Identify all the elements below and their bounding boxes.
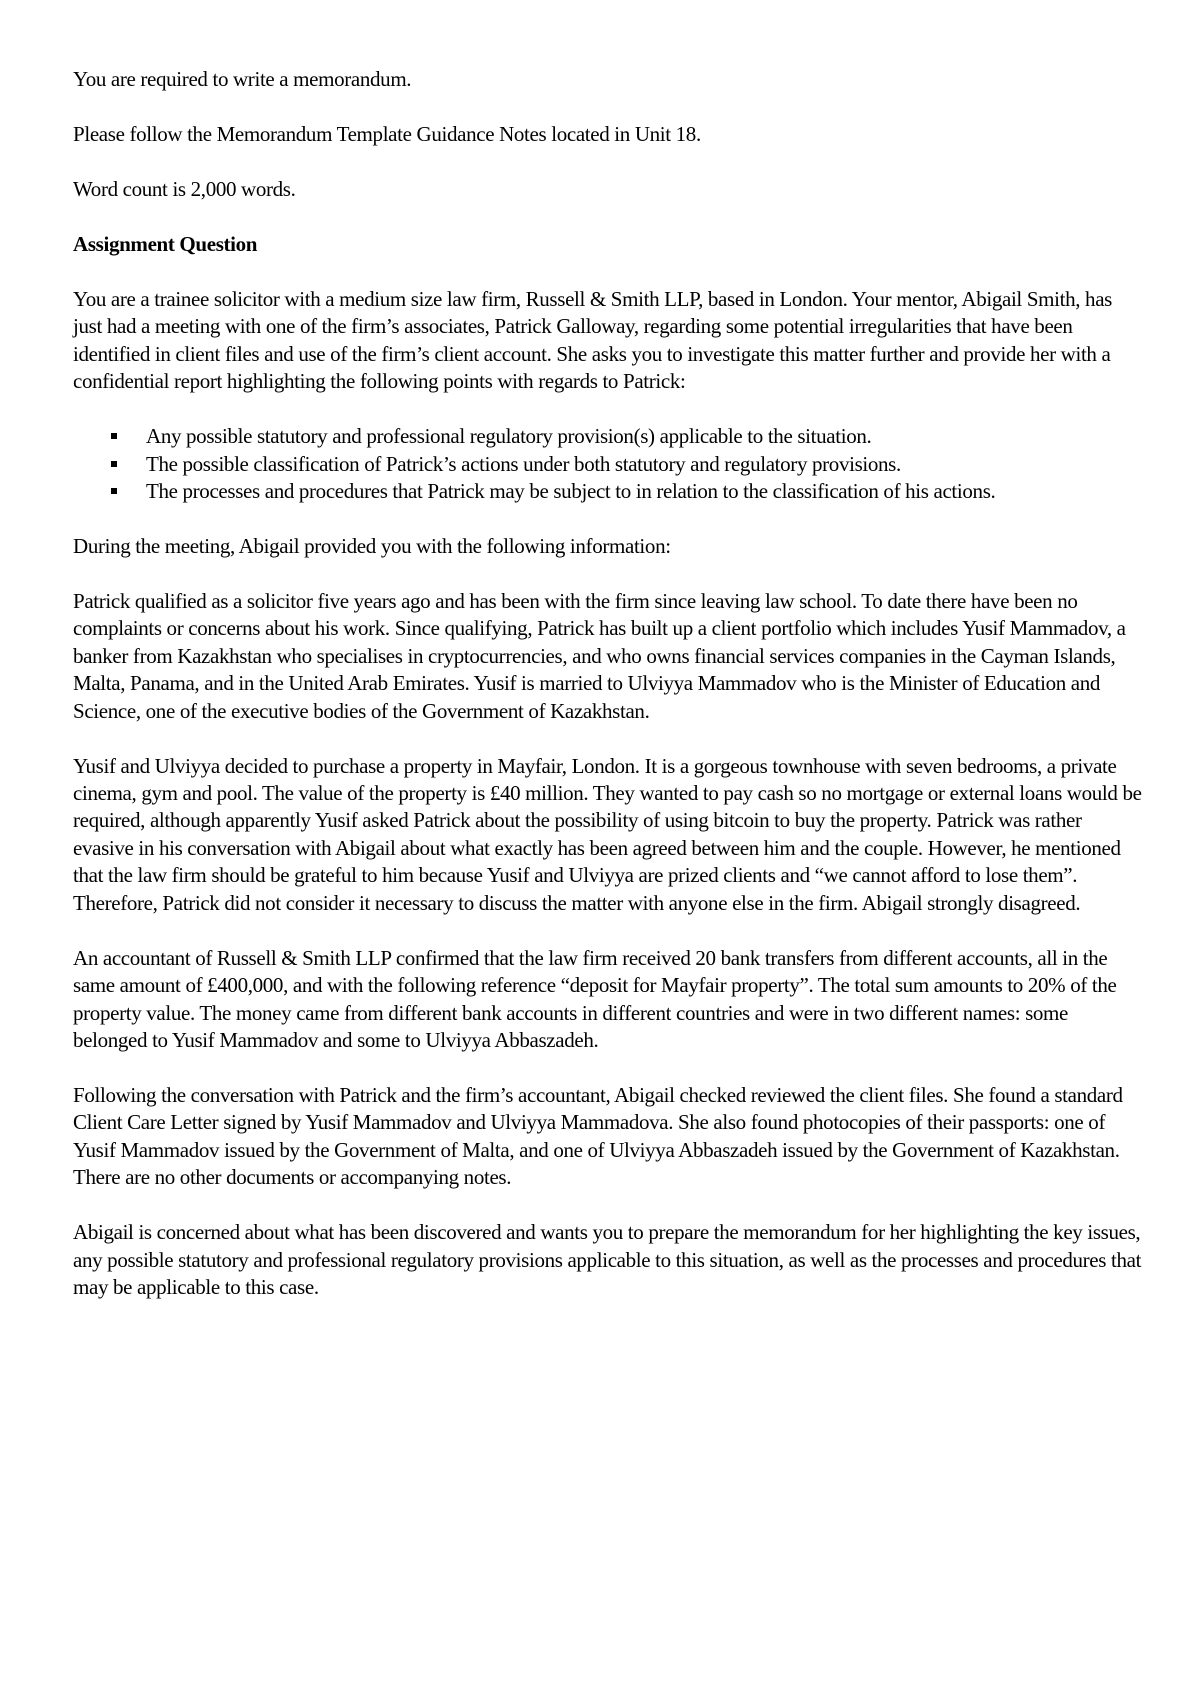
intro-line-memorandum: You are required to write a memorandum. xyxy=(73,67,412,91)
assignment-question-heading: Assignment Question xyxy=(73,232,258,256)
meeting-intro-paragraph: During the meeting, Abigail provided you with the following information: xyxy=(73,534,671,559)
bank-transfers-paragraph: An accountant of Russell & Smith LLP confirmed that the law firm received 20 bank transfers from different accounts, all in the same amount of £400,000, and with the following reference “deposit for Mayfair property”. The total sum amounts to 20% of the property value. The money came from different bank accounts in different countries and were in two different names: some belonged to Yusif Mammadov and some to Ulviyya Abbaszadeh. xyxy=(73,945,1117,1052)
report-points-list xyxy=(73,423,1145,505)
bullet-item-provisions: Any possible statutory and professional regulatory provision(s) applicable to the situation. xyxy=(73,423,1145,450)
patrick-background-paragraph: Patrick qualified as a solicitor five years ago and has been with the firm since leaving law school. To date there have been no complaints or concerns about his work. Since qualifying, Patrick has built up a client portfolio which includes Yusif Mammadov, a banker from Kazakhstan who specialises in cryptocurrencies, and who owns financial services companies in the Cayman Islands, Malta, Panama, and in the United Arab Emirates. Yusif is married to Ulviyya Mammadov who is the Minister of Education and Science, one of the executive bodies of the Government of Kazakhstan. xyxy=(73,589,1126,723)
intro-line-guidance-notes: Please follow the Memorandum Template Guidance Notes located in Unit 18. xyxy=(73,122,701,146)
property-purchase-paragraph: Yusif and Ulviyya decided to purchase a property in Mayfair, London. It is a gorgeous townhouse with seven bedrooms, a private cinema, gym and pool. The value of the property is £40 million. They wanted to pay cash so no mortgage or external loans would be required, although apparently Yusif asked Patrick about the possibility of using bitcoin to buy the property. Patrick was rather evasive in his conversation with Abigail about what exactly has been agreed between him and the couple. However, he mentioned that the law firm should be grateful to him because Yusif and Ulviyya are prized clients and “we cannot afford to lose them”. Therefore, Patrick did not consider it necessary to discuss the matter with anyone else in the firm. Abigail strongly disagreed. xyxy=(73,753,1142,915)
memorandum-request-paragraph: Abigail is concerned about what has been discovered and wants you to prepare the memorandum for her highlighting the key issues, any possible statutory and professional regulatory provisions applicable to this situation, as well as the processes and procedures that may be applicable to this case. xyxy=(73,1220,1142,1299)
scenario-paragraph: You are a trainee solicitor with a medium size law firm, Russell & Smith LLP, based in London. Your mentor, Abigail Smith, has just had a meeting with one of the firm’s associates, Patrick Galloway, regarding some potential irregularities that have been identified in client files and use of the firm’s client account. She asks you to investigate this matter further and provide her with a confidential report highlighting the following points with regards to Patrick: xyxy=(73,287,1112,394)
bullet-item-classification: The possible classification of Patrick’s actions under both statutory and regulatory provisions. xyxy=(73,451,1145,478)
bullet-item-processes: The processes and procedures that Patrick may be subject to in relation to the classification of his actions. xyxy=(73,478,1145,505)
intro-line-word-count: Word count is 2,000 words. xyxy=(73,177,296,201)
client-files-paragraph: Following the conversation with Patrick and the firm’s accountant, Abigail checked reviewed the client files. She found a standard Client Care Letter signed by Yusif Mammadov and Ulviyya Mammadova. She also found photocopies of their passports: one of Yusif Mammadov issued by the Government of Malta, and one of Ulviyya Abbaszadeh issued by the Government of Kazakhstan. There are no other documents or accompanying notes. xyxy=(73,1082,1123,1190)
document-page xyxy=(73,66,1145,1329)
